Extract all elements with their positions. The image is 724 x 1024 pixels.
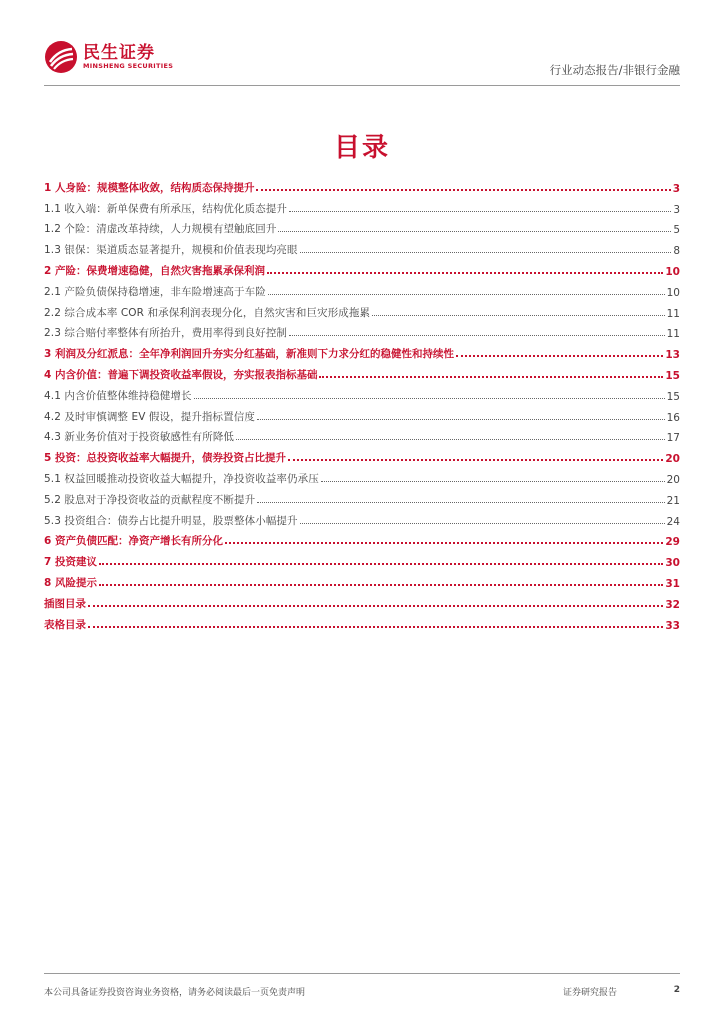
toc-section-entry[interactable] <box>44 236 680 257</box>
toc-dot-leader <box>288 459 663 461</box>
toc-section-entry[interactable] <box>44 507 680 528</box>
toc-dot-leader <box>321 481 665 482</box>
toc-dot-leader <box>236 439 665 440</box>
company-logo <box>44 40 173 74</box>
toc-entry-page: 21 <box>666 494 680 507</box>
toc-dot-leader <box>88 605 663 607</box>
toc-entry-label: 1.1 收入端：新单保费有所承压，结构优化质态提升 <box>44 202 288 215</box>
page-title: 目录 <box>333 133 390 163</box>
toc-chapter-entry[interactable] <box>44 611 680 632</box>
toc-dot-leader <box>300 523 665 524</box>
toc-entry-page: 15 <box>666 390 680 403</box>
toc-entry-page: 5 <box>673 224 680 237</box>
toc-dot-leader <box>268 294 665 295</box>
page-number: 2 <box>673 985 680 995</box>
toc-dot-leader <box>289 211 671 212</box>
toc-entry-label: 4.2 及时审慎调整 EV 假设，提升指标置信度 <box>44 410 255 423</box>
toc-entry-page: 11 <box>666 307 680 320</box>
toc-entry-page: 30 <box>665 557 680 570</box>
toc-dot-leader <box>99 584 663 586</box>
toc-dot-leader <box>456 355 663 357</box>
toc-dot-leader <box>256 189 670 191</box>
toc-entry-page: 10 <box>665 265 680 278</box>
toc-chapter-entry[interactable] <box>44 340 680 361</box>
toc-entry-label: 5 投资：总投资收益率大幅提升，债券投资占比提升 <box>44 452 286 465</box>
toc-entry-label: 2.2 综合成本率 COR 和承保利润表现分化，自然灾害和巨灾形成拖累 <box>44 306 371 319</box>
toc-chapter-entry[interactable] <box>44 548 680 569</box>
toc-entry-label: 3 利润及分红派息：全年净利润回升夯实分红基础，新准则下力求分红的稳健性和持续性 <box>44 348 454 361</box>
toc-section-entry[interactable] <box>44 216 680 237</box>
toc-dot-leader <box>99 563 663 565</box>
toc-dot-leader <box>300 252 672 253</box>
toc-entry-page: 20 <box>666 473 680 486</box>
toc-entry-label: 8 风险提示 <box>44 576 97 589</box>
toc-entry-page: 16 <box>666 411 680 424</box>
toc-chapter-entry[interactable] <box>44 444 680 465</box>
toc-entry-page: 20 <box>665 453 680 466</box>
logo-chinese-name: 民生证券 <box>83 42 155 63</box>
toc-entry-label: 表格目录 <box>44 618 86 631</box>
toc-section-entry[interactable] <box>44 486 680 507</box>
toc-chapter-entry[interactable] <box>44 174 680 195</box>
toc-section-entry[interactable] <box>44 465 680 486</box>
toc-entry-label: 4.3 新业务价值对于投资敏感性有所降低 <box>44 431 235 444</box>
report-category: 行业动态报告/非银行金融 <box>549 63 680 77</box>
toc-entry-label: 4 内含价值：普遍下调投资收益率假设，夯实报表指标基础 <box>44 368 318 381</box>
toc-entry-page: 32 <box>665 598 680 611</box>
toc-dot-leader <box>225 542 663 544</box>
toc-entry-label: 7 投资建议 <box>44 556 97 569</box>
toc-entry-page: 10 <box>666 286 680 299</box>
toc-chapter-entry[interactable] <box>44 569 680 590</box>
toc-entry-page: 15 <box>665 369 680 382</box>
toc-entry-page: 33 <box>665 619 680 632</box>
toc-entry-label: 5.3 投资组合：债券占比提升明显，股票整体小幅提升 <box>44 514 298 527</box>
footer-divider <box>44 973 680 974</box>
toc-dot-leader <box>194 398 665 399</box>
toc-dot-leader <box>257 419 665 420</box>
toc-entry-page: 24 <box>666 515 680 528</box>
toc-entry-page: 11 <box>666 328 680 341</box>
toc-entry-label: 5.2 股息对于净投资收益的贡献程度不断提升 <box>44 493 256 506</box>
toc-section-entry[interactable] <box>44 299 680 320</box>
toc-section-entry[interactable] <box>44 320 680 341</box>
toc-entry-label: 2.3 综合赔付率整体有所抬升，费用率得到良好控制 <box>44 327 288 340</box>
toc-entry-label: 2 产险：保费增速稳健，自然灾害拖累承保利润 <box>44 264 265 277</box>
footer-report-type: 证券研究报告 <box>563 988 618 998</box>
toc-dot-leader <box>289 335 665 336</box>
toc-entry-label: 5.1 权益回暖推动投资收益大幅提升，净投资收益率仍承压 <box>44 472 319 485</box>
toc-entry-page: 17 <box>666 432 680 445</box>
page-header <box>44 40 680 84</box>
toc-chapter-entry[interactable] <box>44 528 680 549</box>
logo-english-name: MINSHENG SECURITIES <box>83 61 174 70</box>
toc-entry-label: 1.2 个险：清虚改革持续，人力规模有望触底回升 <box>44 223 277 236</box>
toc-entry-label: 4.1 内含价值整体维持稳健增长 <box>44 389 192 402</box>
toc-dot-leader <box>257 502 664 503</box>
toc-entry-label: 2.1 产险负债保持稳增速，非车险增速高于车险 <box>44 285 266 298</box>
toc-entry-label: 1.3 银保：渠道质态显著提升，规模和价值表现均亮眼 <box>44 244 298 257</box>
toc-section-entry[interactable] <box>44 424 680 445</box>
toc-dot-leader <box>319 376 663 378</box>
toc-section-entry[interactable] <box>44 195 680 216</box>
toc-dot-leader <box>278 231 671 232</box>
toc-entry-label: 插图目录 <box>44 597 86 610</box>
toc-entry-page: 3 <box>673 203 680 216</box>
toc-dot-leader <box>267 272 663 274</box>
toc-dot-leader <box>88 626 663 628</box>
toc-section-entry[interactable] <box>44 382 680 403</box>
toc-section-entry[interactable] <box>44 278 680 299</box>
toc-chapter-entry[interactable] <box>44 361 680 382</box>
footer-disclaimer: 本公司具备证券投资咨询业务资格，请务必阅读最后一页免责声明 <box>44 988 306 998</box>
table-of-contents <box>44 174 680 632</box>
toc-chapter-entry[interactable] <box>44 257 680 278</box>
toc-dot-leader <box>372 315 665 316</box>
toc-chapter-entry[interactable] <box>44 590 680 611</box>
toc-entry-page: 3 <box>672 182 680 195</box>
toc-entry-page: 13 <box>665 349 680 362</box>
minsheng-logo-icon <box>44 40 78 74</box>
header-divider <box>44 85 680 86</box>
toc-entry-page: 8 <box>673 245 680 258</box>
toc-entry-page: 31 <box>665 577 680 590</box>
toc-entry-label: 6 资产负债匹配：净资产增长有所分化 <box>44 535 223 548</box>
toc-section-entry[interactable] <box>44 403 680 424</box>
toc-entry-label: 1 人身险：规模整体收敛，结构质态保持提升 <box>44 181 255 194</box>
toc-entry-page: 29 <box>665 536 680 549</box>
